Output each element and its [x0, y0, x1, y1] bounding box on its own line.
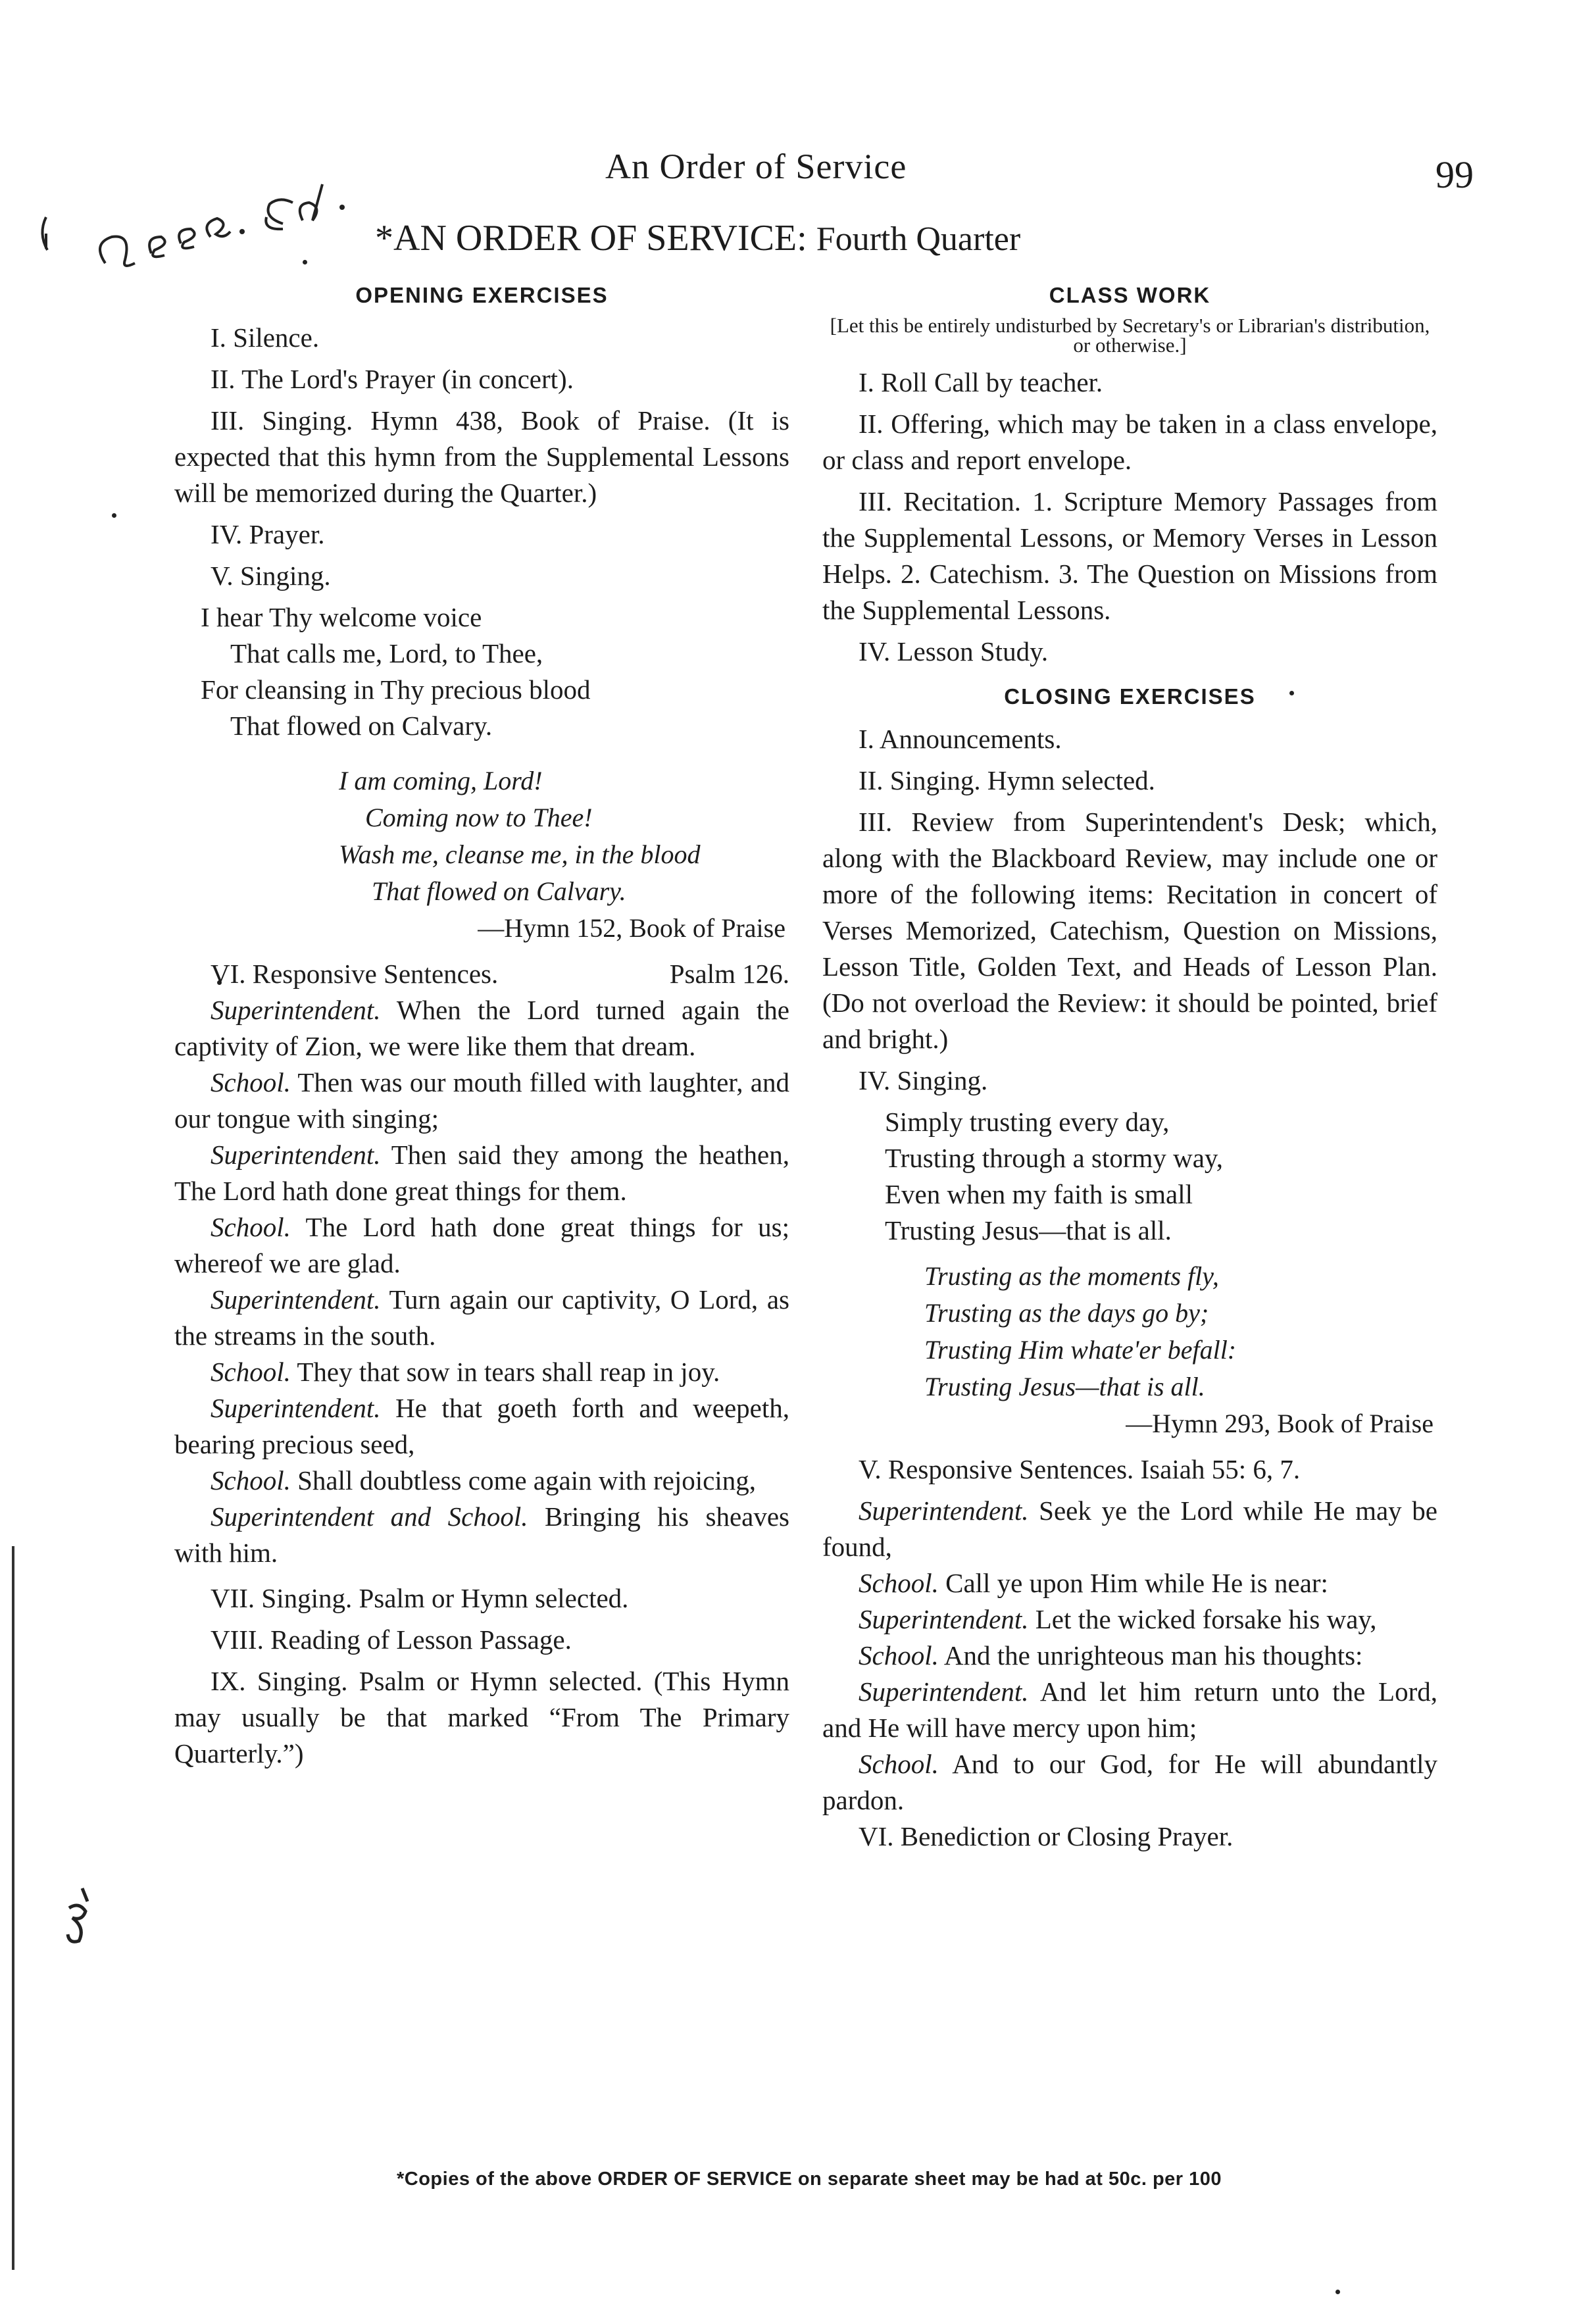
verse-line: For cleansing in Thy precious blood	[201, 674, 591, 705]
response	[174, 1463, 789, 1499]
response	[174, 1137, 789, 1209]
response	[822, 1493, 1437, 1565]
speaker: School.	[211, 1067, 291, 1097]
item-recitation: III. Recitation. 1. Scripture Memory Passages from the Supplemental Lessons, or Memory Verses in Lesson Helps. 2. Catechism. 3. The Question on Missions from the Supplemental Lessons.	[822, 486, 1437, 625]
speaker: Superintendent.	[859, 1495, 1029, 1526]
response-text: And let him return unto the Lord, and He will have mercy upon him;	[822, 1676, 1437, 1743]
response-text: Shall doubtless come again with rejoicing,	[297, 1465, 756, 1495]
item-singing: IV. Singing.	[859, 1065, 988, 1095]
title-sub: Fourth Quarter	[816, 220, 1021, 258]
response-text: Let the wicked forsake his way,	[1035, 1604, 1377, 1634]
page-number: 99	[1435, 153, 1474, 196]
item-prayer: IV. Prayer.	[211, 519, 325, 549]
item-benediction: VI. Benediction or Closing Prayer.	[859, 1821, 1234, 1851]
class-work-heading: CLASS WORK	[1049, 283, 1211, 307]
response	[174, 1282, 789, 1354]
hymn-verse	[822, 1104, 1437, 1249]
response	[822, 1674, 1437, 1746]
response	[174, 992, 789, 1065]
chorus-line: Coming now to Thee!	[365, 803, 593, 832]
response-text: Then said they among the heathen, The Lord hath done great things for them.	[174, 1140, 789, 1206]
item-responsive-sentences: V. Responsive Sentences. Isaiah 55: 6, 7.	[859, 1454, 1301, 1484]
speck	[303, 260, 307, 264]
item-responsive-sentences	[174, 956, 789, 992]
verse-line: I hear Thy welcome voice	[201, 602, 482, 632]
speaker: Superintendent.	[211, 1393, 381, 1423]
item-offering: II. Offering, which may be taken in a class envelope, or class and report envelope.	[822, 409, 1437, 475]
speck	[112, 513, 116, 518]
page-edge-rule	[12, 1546, 14, 2270]
speaker: Superintendent.	[859, 1604, 1029, 1634]
item-lesson-study: IV. Lesson Study.	[859, 636, 1049, 666]
response-text: The Lord hath done great things for us; whereof we are glad.	[174, 1212, 790, 1278]
response-text: Turn again our captivity, O Lord, as the streams in the south.	[174, 1284, 789, 1351]
verse-line: Trusting through a stormy way,	[885, 1143, 1224, 1173]
chorus-line: I am coming, Lord!	[339, 766, 543, 795]
item-lords-prayer: II. The Lord's Prayer (in concert).	[211, 364, 574, 394]
item-announcements: I. Announcements.	[859, 724, 1062, 754]
title-main: *AN ORDER OF SERVICE:	[375, 218, 807, 259]
item-silence: I. Silence.	[211, 322, 320, 353]
item-roll-call: I. Roll Call by teacher.	[859, 367, 1103, 397]
verse-line: That flowed on Calvary.	[230, 711, 493, 741]
speaker: Superintendent.	[859, 1676, 1029, 1707]
verse-line: Even when my faith is small	[885, 1179, 1193, 1209]
response-text: And the unrighteous man his thoughts:	[943, 1640, 1363, 1670]
chorus-line: That flowed on Calvary.	[372, 876, 626, 906]
chorus-line: Wash me, cleanse me, in the blood	[339, 840, 701, 869]
page-title	[375, 217, 1257, 259]
left-column	[174, 283, 789, 1777]
item-singing-psalm: VII. Singing. Psalm or Hymn selected.	[211, 1583, 629, 1613]
response	[822, 1601, 1437, 1638]
class-work-note: [Let this be entirely undisturbed by Secretary's or Librarian's distribution, or otherwise.]	[830, 314, 1430, 357]
speaker: Superintendent.	[211, 995, 381, 1025]
response	[174, 1209, 789, 1282]
speaker: Superintendent.	[211, 1284, 381, 1315]
right-column	[822, 283, 1437, 1860]
chorus-line: Trusting as the moments fly,	[924, 1261, 1219, 1291]
opening-exercises-heading: OPENING EXERCISES	[355, 283, 609, 307]
item-singing-hymn: III. Singing. Hymn 438, Book of Praise. (It is expected that this hymn from the Supplemental Lessons will be memorized during the Quarter.)	[174, 405, 789, 508]
hymn-attribution: —Hymn 152, Book of Praise	[478, 913, 786, 943]
speaker: Superintendent.	[211, 1140, 381, 1170]
response	[822, 1746, 1437, 1819]
hymn-chorus	[174, 763, 789, 910]
responsive-ref: Psalm 126.	[669, 959, 789, 989]
verse-line: Trusting Jesus—that is all.	[885, 1215, 1172, 1245]
responsive-label: VI. Responsive Sentences.	[211, 959, 499, 989]
item-reading-lesson: VIII. Reading of Lesson Passage.	[211, 1624, 572, 1655]
running-head: An Order of Service	[605, 147, 907, 186]
hymn-attribution: —Hymn 293, Book of Praise	[1126, 1409, 1434, 1438]
hymn-verse	[174, 599, 789, 744]
margin-mark	[56, 1882, 102, 1954]
response	[174, 1499, 789, 1571]
item-singing-hymn-selected: II. Singing. Hymn selected.	[859, 765, 1155, 795]
item-review: III. Review from Superintendent's Desk; which, along with the Blackboard Review, may include one or more of the following items: Recitation in concert of Verses Memorized, Catechism, Question on Missions, Lesson Title, Golden Text, and Heads of Lesson Plan. (Do not overload the Review: it should be pointed, brief and bright.)	[822, 807, 1437, 1054]
speck	[1335, 2290, 1340, 2294]
response-text: Call ye upon Him while He is near:	[945, 1568, 1328, 1598]
response-text: When the Lord turned again the captivity of Zion, we were like them that dream.	[174, 995, 789, 1061]
response-text: Bringing his sheaves with him.	[174, 1501, 790, 1568]
hymn-chorus	[822, 1258, 1437, 1405]
speaker: School.	[211, 1465, 291, 1495]
responsive-reading	[174, 992, 789, 1571]
response-text: They that sow in tears shall reap in joy.	[297, 1357, 720, 1387]
response	[174, 1354, 789, 1390]
response-text: And to our God, for He will abundantly pardon.	[822, 1749, 1437, 1815]
response	[174, 1065, 789, 1137]
closing-exercises-heading: CLOSING EXERCISES	[1004, 684, 1256, 709]
speaker: School.	[859, 1749, 939, 1779]
item-singing: V. Singing.	[211, 561, 331, 591]
response	[822, 1638, 1437, 1674]
item-singing-selected: IX. Singing. Psalm or Hymn selected. (This Hymn may usually be that marked “From The Primary Quarterly.”)	[174, 1666, 789, 1769]
response	[174, 1390, 789, 1463]
speaker: School.	[211, 1212, 291, 1242]
response-text: Then was our mouth filled with laughter, and our tongue with singing;	[174, 1067, 789, 1134]
responsive-reading	[822, 1493, 1437, 1819]
chorus-line: Trusting Jesus—that is all.	[924, 1372, 1205, 1401]
response	[822, 1565, 1437, 1601]
response-text: Seek ye the Lord while He may be found,	[822, 1495, 1438, 1562]
chorus-line: Trusting Him whate'er befall:	[924, 1335, 1237, 1365]
verse-line: That calls me, Lord, to Thee,	[230, 638, 543, 668]
response-text: He that goeth forth and weepeth, bearing precious seed,	[174, 1393, 790, 1459]
footnote: *Copies of the above ORDER OF SERVICE on separate sheet may be had at 50c. per 100	[396, 2169, 1222, 2190]
speaker: School.	[859, 1640, 939, 1670]
verse-line: Simply trusting every day,	[885, 1107, 1170, 1137]
speaker: Superintendent and School.	[211, 1501, 528, 1532]
speaker: School.	[211, 1357, 291, 1387]
speaker: School.	[859, 1568, 939, 1598]
chorus-line: Trusting as the days go by;	[924, 1298, 1209, 1328]
